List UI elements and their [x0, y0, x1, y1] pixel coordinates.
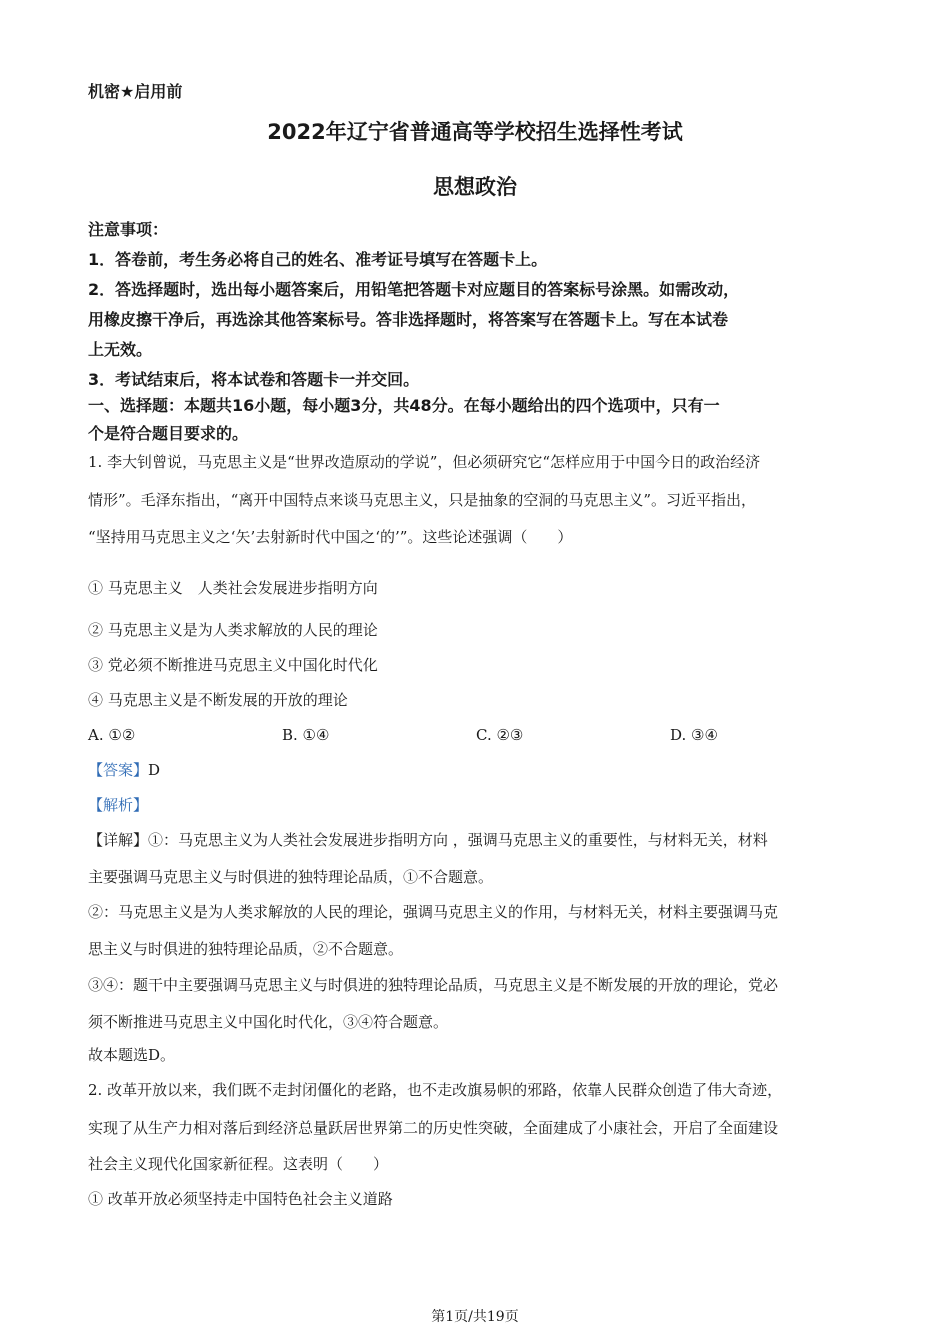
q1-detail-line: ③④：题干中主要强调马克思主义与时俱进的独特理论品质，马克思主义是不断发展的开放的理论，党必 [88, 976, 779, 994]
q1-detail-line: ②：马克思主义是为人类求解放的人民的理论，强调马克思主义的作用，与材料无关，材料主要强调马克 [88, 903, 779, 921]
q2-stem-line: 2. 改革开放以来，我们既不走封闭僵化的老路，也不走改旗易帜的邪路，依靠人民群众创造了伟大奇迹， [88, 1081, 783, 1099]
q1-option-d: D. ③④ [670, 726, 718, 744]
notice-item: 2．答选择题时，选出每小题答案后，用铅笔把答题卡对应题目的答案标号涂黑。如需改动， [88, 280, 740, 299]
q1-statement: ② 马克思主义是为人类求解放的人民的理论 [88, 621, 378, 639]
q1-detail-line: 主要强调马克思主义与时俱进的独特理论品质，①不合题意。 [88, 868, 494, 886]
notice-item: 3．考试结束后，将本试卷和答题卡一并交回。 [88, 370, 420, 389]
q1-detail-line: 思主义与时俱进的独特理论品质，②不合题意。 [88, 940, 404, 958]
answer-label: 【答案】 [88, 761, 149, 779]
q1-detail-line: 须不断推进马克思主义中国化时代化，③④符合题意。 [88, 1013, 449, 1031]
analysis-label: 【解析】 [88, 796, 149, 814]
notice-item: 用橡皮擦干净后，再选涂其他答案标号。答非选择题时，将答案写在答题卡上。写在本试卷 [88, 310, 729, 329]
q1-option-c: C. ②③ [476, 726, 524, 744]
notice-item: 1．答卷前，考生务必将自己的姓名、准考证号填写在答题卡上。 [88, 250, 548, 269]
q1-option-a: A. ①② [88, 726, 136, 744]
q2-stem-line: 社会主义现代化国家新征程。这表明（ ） [88, 1155, 389, 1173]
q2-stem-line: 实现了从生产力相对落后到经济总量跃居世界第二的历史性突破，全面建成了小康社会，开启了全面建设 [88, 1119, 779, 1137]
section-heading: 一、选择题：本题共16小题，每小题3分，共48分。在每小题给出的四个选项中，只有一 [88, 396, 720, 415]
answer-value: D [148, 761, 161, 779]
exam-title: 2022年辽宁省普通高等学校招生选择性考试 [267, 120, 683, 144]
q1-stem-line: 情形”。毛泽东指出，“离开中国特点来谈马克思主义，只是抽象的空洞的马克思主义”。习近平指出， [88, 491, 757, 509]
q1-statement: ④ 马克思主义是不断发展的开放的理论 [88, 691, 348, 709]
secret-mark: 机密★启用前 [88, 82, 183, 101]
q1-stem-line: “坚持用马克思主义之‘矢’去射新时代中国之‘的’”。这些论述强调（ ） [88, 528, 573, 546]
q1-stem-line: 1. 李大钊曾说，马克思主义是“世界改造原动的学说”，但必须研究它“怎样应用于中国今日的政治经济 [88, 453, 761, 471]
q2-statement: ① 改革开放必须坚持走中国特色社会主义道路 [88, 1190, 393, 1208]
subject-title: 思想政治 [433, 175, 517, 199]
notice-item: 上无效。 [88, 340, 153, 359]
q1-answer [88, 760, 160, 780]
q1-detail-line: 故本题选D。 [88, 1046, 176, 1064]
q1-detail-line: 【详解】①：马克思主义为人类社会发展进步指明方向 ，强调马克思主义的重要性，与材料无关，材料 [88, 831, 768, 849]
q1-option-b: B. ①④ [282, 726, 330, 744]
q1-statement: ③ 党必须不断推进马克思主义中国化时代化 [88, 656, 378, 674]
q1-statement: ① 马克思主义 人类社会发展进步指明方向 [88, 579, 378, 597]
page-footer: 第1页/共19页 [431, 1309, 519, 1325]
section-heading-cont: 个是符合题目要求的。 [88, 424, 249, 443]
notice-heading: 注意事项： [88, 220, 169, 239]
